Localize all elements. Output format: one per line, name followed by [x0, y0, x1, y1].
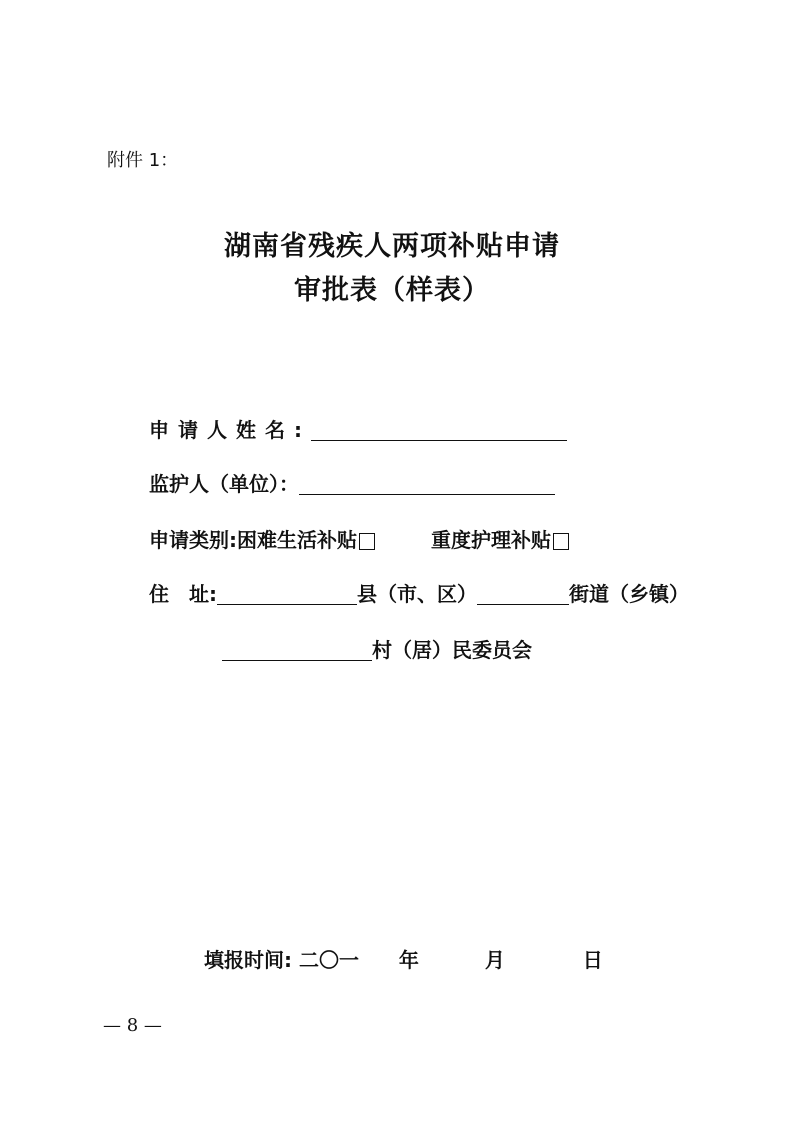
- applicant-name-row: [149, 414, 567, 443]
- date-label: 填报时间:: [204, 948, 292, 972]
- address-label: 住 址:: [149, 582, 217, 606]
- guardian-field[interactable]: [299, 472, 555, 495]
- form-title-line1: 湖南省残疾人两项补贴申请: [224, 231, 560, 262]
- street-suffix: 街道（乡镇）: [569, 582, 689, 606]
- day-unit: 日: [582, 948, 603, 972]
- category-option1-label: 困难生活补贴: [237, 528, 357, 552]
- county-suffix: 县（市、区）: [357, 582, 477, 606]
- form-title-line2: 审批表（样表）: [294, 275, 490, 306]
- attachment-label: 附件 1：: [107, 150, 179, 171]
- applicant-name-label: 申请人姓名:: [149, 418, 311, 442]
- fill-date-row: [204, 944, 603, 973]
- county-field[interactable]: [217, 582, 357, 605]
- street-field[interactable]: [477, 582, 569, 605]
- category-label: 申请类别:: [149, 528, 237, 552]
- month-unit: 月: [484, 948, 505, 972]
- year-unit: 年: [398, 948, 419, 972]
- category-row: [149, 524, 569, 553]
- village-suffix: 村（居）民委员会: [372, 638, 532, 662]
- category-option1-checkbox[interactable]: [359, 533, 375, 550]
- guardian-label: 监护人（单位）：: [149, 472, 299, 496]
- applicant-name-field[interactable]: [311, 418, 567, 441]
- category-option2-checkbox[interactable]: [553, 533, 569, 550]
- village-row: [222, 634, 532, 663]
- guardian-row: [149, 468, 555, 497]
- page-number: — 8 —: [103, 1015, 162, 1036]
- address-row: [149, 578, 689, 607]
- category-option2-label: 重度护理补贴: [431, 528, 551, 552]
- year-prefix: 二〇一: [298, 948, 359, 972]
- village-field[interactable]: [222, 638, 372, 661]
